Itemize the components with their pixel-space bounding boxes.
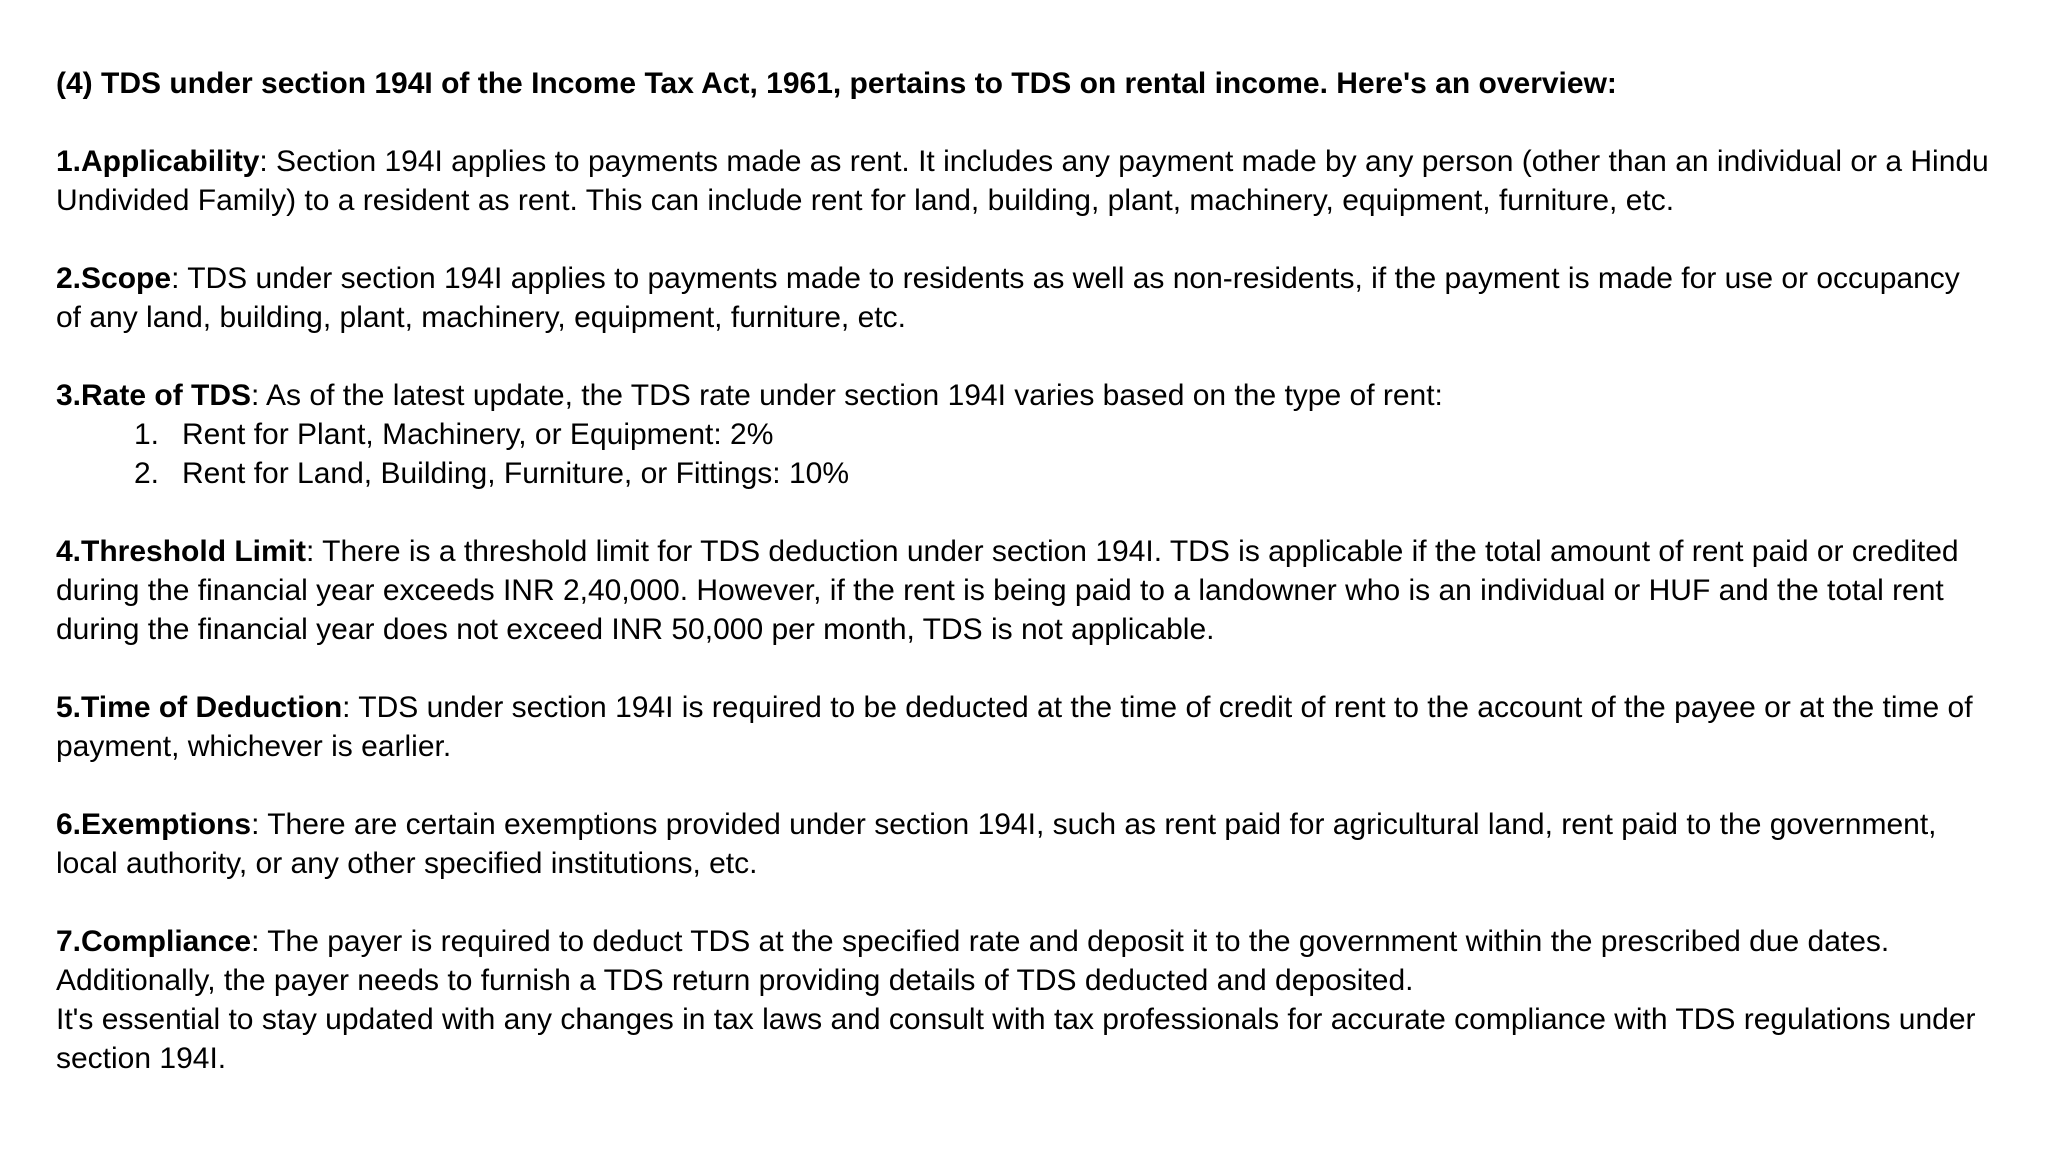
rate-list [56,415,1992,493]
spacer [56,103,1992,142]
spacer [56,220,1992,259]
time-of-deduction-term: 5.Time of Deduction [56,691,343,724]
time-of-deduction-paragraph [56,688,1992,766]
exemptions-text: : There are certain exemptions provided under section 194I, such as rent paid for agricultural land, rent paid to the government, local authority, or any other specified institutions, etc. [56,808,1937,880]
rate-text: : As of the latest update, the TDS rate under section 194I varies based on the type of rent: [251,379,1443,412]
compliance-paragraph [56,922,1992,1000]
rate-list-item [56,454,1992,493]
spacer [56,649,1992,688]
rate-term: 3.Rate of TDS [56,379,252,412]
compliance-text: : The payer is required to deduct TDS at the specified rate and deposit it to the government within the prescribed due dates. Additionally, the payer needs to furnish a TDS return providing details of TDS deducted and deposited. [56,925,1890,997]
scope-term: 2.Scope [56,262,172,295]
threshold-term: 4.Threshold Limit [56,535,307,568]
spacer [56,766,1992,805]
rate-paragraph [56,376,1992,415]
spacer [56,883,1992,922]
compliance-term: 7.Compliance [56,925,252,958]
applicability-term: 1.Applicability [56,145,260,178]
rate-list-item-number: 2. [134,457,160,490]
rate-list-item-text: Rent for Plant, Machinery, or Equipment: 2% [182,418,774,451]
scope-paragraph [56,259,1992,337]
spacer [56,493,1992,532]
spacer [56,337,1992,376]
time-of-deduction-text: : TDS under section 194I is required to be deducted at the time of credit of rent to the account of the payee or at the time of payment, whichever is earlier. [56,691,1973,763]
exemptions-term: 6.Exemptions [56,808,252,841]
rate-list-item-text: Rent for Land, Building, Furniture, or Fittings: 10% [182,457,850,490]
closing-paragraph: It's essential to stay updated with any changes in tax laws and consult with tax professionals for accurate compliance with TDS regulations under section 194I. [56,1003,1976,1075]
exemptions-paragraph [56,805,1992,883]
scope-text: : TDS under section 194I applies to payments made to residents as well as non-residents, if the payment is made for use or occupancy of any land, building, plant, machinery, equipment, furniture, etc. [56,262,1960,334]
applicability-text: : Section 194I applies to payments made as rent. It includes any payment made by any person (other than an individual or a Hindu Undivided Family) to a resident as rent. This can include rent for land, building, plant, machinery, equipment, furniture, etc. [56,145,1989,217]
rate-list-item [56,415,1992,454]
rate-list-item-number: 1. [134,418,160,451]
threshold-paragraph [56,532,1992,649]
page-heading: (4) TDS under section 194I of the Income Tax Act, 1961, pertains to TDS on rental income. Here's an overview: [56,67,1617,100]
threshold-text: : There is a threshold limit for TDS deduction under section 194I. TDS is applicable if the total amount of rent paid or credited during the financial year exceeds INR 2,40,000. However, if the rent is being paid to a landowner who is an individual or HUF and the total rent during the financial year does not exceed INR 50,000 per month, TDS is not applicable. [56,535,1959,646]
applicability-paragraph [56,142,1992,220]
